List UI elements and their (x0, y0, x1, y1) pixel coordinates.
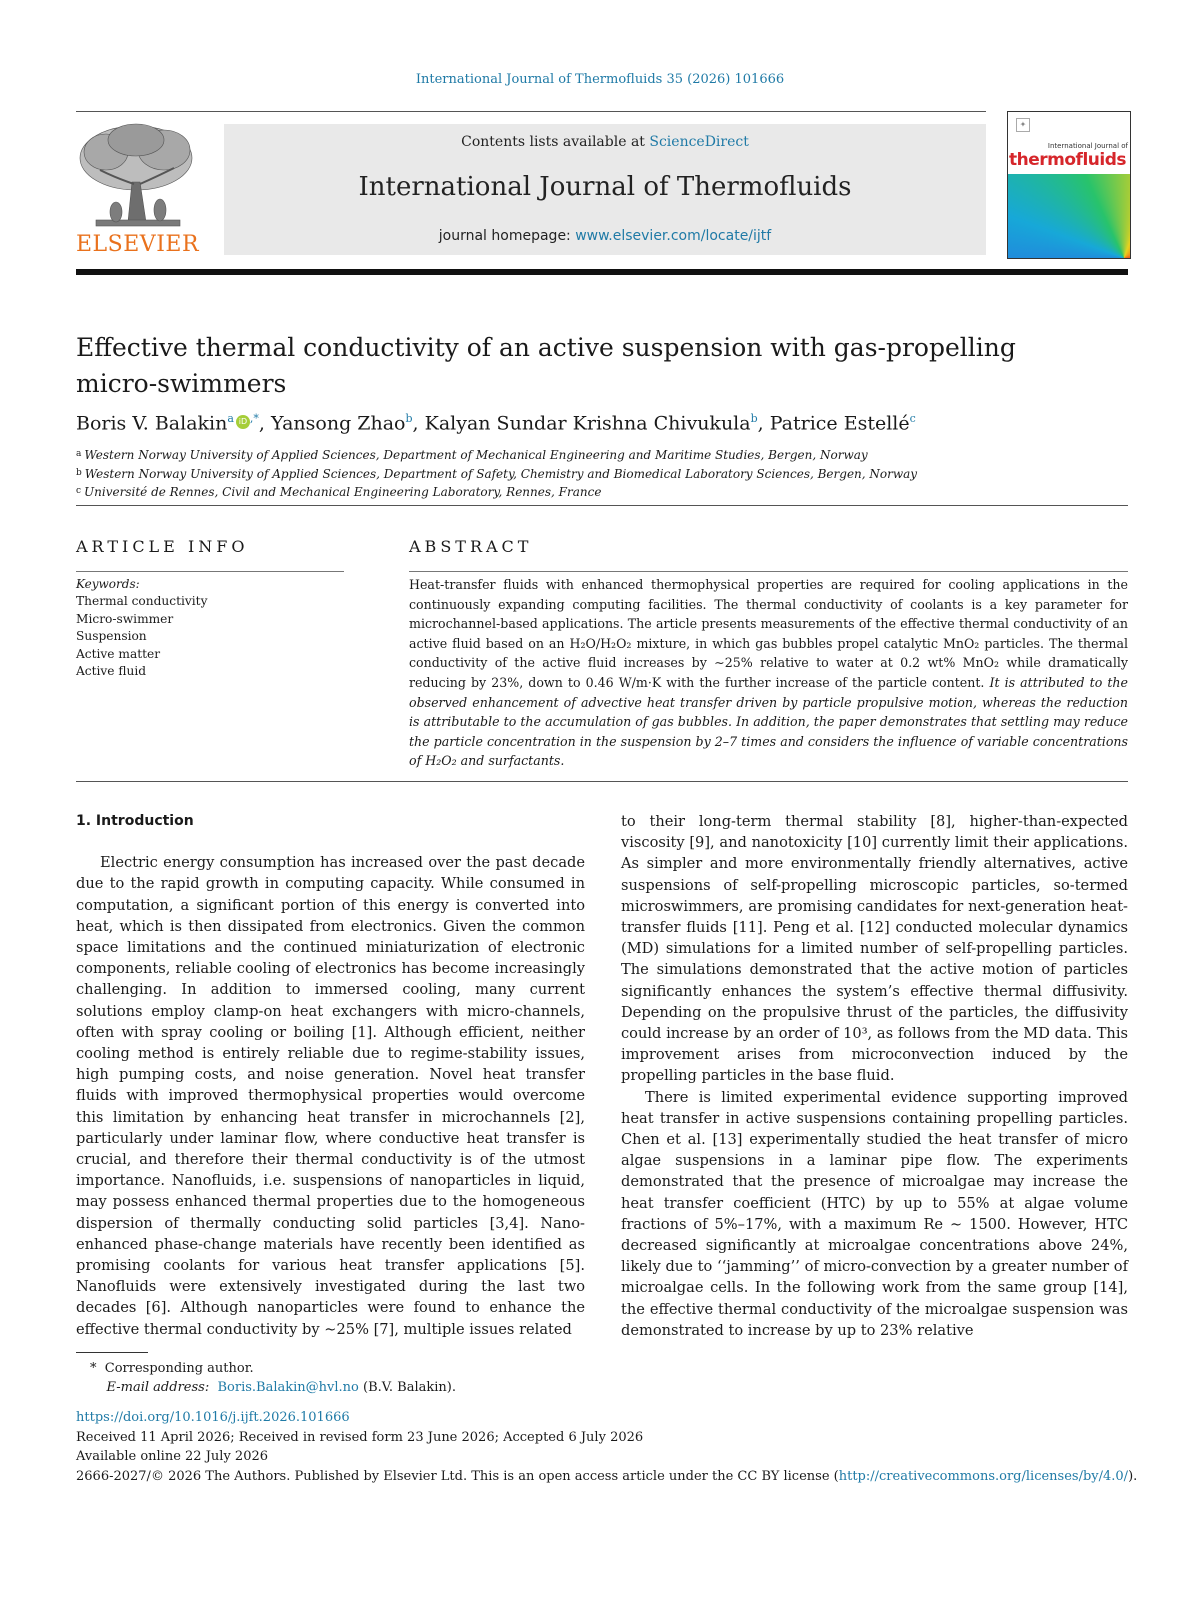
keyword-item[interactable]: Thermal conductivity (76, 594, 208, 608)
divider (76, 781, 1128, 782)
affiliation-item: $^a$ Western Norway University of Applied Sciences, Department of Mechanical Engineering and Maritime Studies, Bergen, Norway (76, 448, 868, 462)
tree-icon (76, 122, 198, 232)
email-note: E-mail address: Boris.Balakin@hvl.no (B.V. Balakin). (106, 1380, 456, 1395)
abstract-heading: ABSTRACT (409, 537, 533, 556)
body-paragraph: to their long-term thermal stability [8], higher-than-expected viscosity [9], and nanotoxicity [10] currently limit their applications. As simpler and more environmentally friendly alternatives, active suspensions of self-propelling microscopic particles, so-termed microswimmers, are promising candidates for next-generation heat-transfer fluids [11]. Peng et al. [12] conducted molecular dynamics (MD) simulations for a limited number of self-propelling particles. The simulations demonstrated that the active motion of particles significantly enhances the system’s effective thermal diffusivity. Depending on the propulsive thrust of the particles, the diffusivity could increase by an order of 10³, as follows from the MD data. This improvement arises from microconvection induced by the propelling particles in the base fluid. (621, 813, 1128, 1085)
keywords-label: Keywords: (76, 577, 140, 591)
keyword-item[interactable]: Active fluid (76, 664, 147, 678)
corresponding-author-note: * Corresponding author. (90, 1361, 254, 1376)
divider (76, 505, 1128, 506)
homepage-prefix: journal homepage: (438, 228, 576, 244)
affiliations (76, 446, 1126, 502)
footnote-rule (76, 1352, 148, 1353)
affiliation-mark[interactable]: b (405, 412, 413, 425)
cover-kicker: International Journal of (1047, 142, 1128, 150)
homepage-line (224, 228, 986, 244)
journal-cover[interactable] (1007, 111, 1131, 259)
cover-art (1008, 174, 1130, 258)
contents-prefix: Contents lists available at (461, 134, 650, 150)
abstract-text: Heat-transfer fluids with enhanced thermophysical properties are required for cooling applications in the continuously expanding computing facilities. The thermal conductivity of coolants is a key parameter for microchannel-based applications. The article presents measurements of the effective thermal conductivity of an active fluid based on an H₂O/H₂O₂ mixture, in which gas bubbles propel catalytic MnO₂ particles. The thermal conductivity of the active fluid increases by ∼25% relative to water at 0.2 wt% MnO₂ while dramatically reducing by 23%, down to 0.46 W/m·K with the further increase of the particle content. It is attributed to the observed enhancement of advective heat transfer driven by particle propulsive motion, whereas the reduction is attributable to the accumulation of gas bubbles. In addition, the paper demonstrates that settling may reduce the particle concentration in the suspension by 2–7 times and considers the influence of variable concentrations of H₂O₂ and surfactants. (409, 577, 1128, 769)
contents-line (224, 134, 986, 150)
license-link[interactable]: http://creativecommons.org/licenses/by/4.0/ (838, 1468, 1129, 1484)
author-list: Boris V. Balakin$^a$ iD ,*, Yansong Zhao$^b$, Kalyan Sundar Krishna Chivukula$^b$, Patrice Estellé$^c$ (76, 412, 916, 435)
body-paragraph: There is limited experimental evidence supporting improved heat transfer in active suspensions containing propelling particles. Chen et al. [13] experimentally studied the heat transfer of micro algae suspensions in a laminar pipe flow. The experiments demonstrated that the presence of microalgae may increase the heat transfer coefficient (HTC) by up to 55% at algae volume fractions of 5%–17%, with a maximum Re ∼ 1500. However, HTC decreased significantly at microalgae concentrations above 24%, likely due to ‘‘jamming’’ of micro-convection by a greater number of microalgae cells. In the following work from the same group [14], the effective thermal conductivity of the microalgae suspension was demonstrated to increase by up to 23% relative (621, 1088, 1128, 1339)
body-column-left (76, 811, 585, 1340)
affiliation-item: $^b$ Western Norway University of Applied Sciences, Department of Safety, Chemistry and Biomedical Laboratory Sciences, Bergen, Norway (76, 466, 918, 481)
article-info-heading: ARTICLE INFO (76, 537, 249, 556)
author-name[interactable]: Kalyan Sundar Krishna Chivukula (424, 412, 751, 435)
keyword-item[interactable]: Micro-swimmer (76, 611, 174, 626)
article-title-line-1: Effective thermal conductivity of an active suspension with gas-propelling (76, 333, 1016, 362)
keyword-item[interactable]: Suspension (76, 629, 147, 643)
top-rule (76, 111, 986, 112)
cover-publisher-icon: ✦ (1016, 118, 1030, 132)
affiliation-mark[interactable]: c (909, 412, 916, 425)
chemical-formula: H₂O₂ (425, 753, 457, 769)
available-online: Available online 22 July 2026 (76, 1449, 269, 1464)
email-label: E-mail address: (106, 1380, 210, 1395)
body-column-right (621, 811, 1128, 1341)
chemical-formula: MnO₂ (942, 635, 980, 651)
header-thick-rule (76, 269, 1128, 275)
received-dates: Received 11 April 2026; Received in revised form 23 June 2026; Accepted 6 July 2026 (76, 1429, 644, 1445)
corresponding-mark[interactable]: ,* (249, 412, 259, 425)
divider (409, 571, 1128, 572)
publication-info (76, 1408, 1136, 1486)
chemical-formula: MnO₂ (962, 655, 1000, 671)
affiliation-item: $^c$ Université de Rennes, Civil and Mechanical Engineering Laboratory, Rennes, France (76, 485, 602, 499)
publisher-name: ELSEVIER (76, 232, 200, 257)
article-title (76, 330, 1076, 402)
cover-header (1008, 112, 1130, 170)
author-name[interactable]: Yansong Zhao (271, 412, 406, 435)
body-paragraph: Electric energy consumption has increased over the past decade due to the rapid growth in computing capacity. While consumed in computation, a significant portion of this energy is converted into heat, which is then dissipated from electronics. Given the common space limitations and the continued miniaturization of electronic components, reliable cooling of electronics has become increasingly challenging. In addition to immersed cooling, many current solutions employ clamp-on heat exchangers with micro-channels, often with spray cooling or boiling [1]. Although efficient, neither cooling method is entirely reliable due to regime-stability issues, high pumping costs, and noise generation. Novel heat transfer fluids with improved thermophysical properties would overcome this limitation by enhancing heat transfer in microchannels [2], particularly under laminar flow, where conductive heat transfer is crucial, and therefore their thermal conductivity is of the utmost importance. Nanofluids, i.e. suspensions of nanoparticles in liquid, may possess enhanced thermal properties due to the homogeneous dispersion of thermally conducting solid particles [3,4]. Nano-enhanced phase-change materials have recently been identified as promising coolants for various heat transfer applications [5]. Nanofluids were extensively investigated during the last two decades [6]. Although nanoparticles were found to enhance the effective thermal conductivity by ∼25% [7], multiple issues related (76, 854, 585, 1338)
journal-homepage-link[interactable]: www.elsevier.com/locate/ijtf (575, 228, 772, 244)
author-name[interactable]: Patrice Estellé (769, 412, 910, 435)
keywords-list (76, 593, 336, 681)
affiliation-mark[interactable]: a (227, 412, 234, 425)
keyword-item[interactable]: Active matter (76, 646, 161, 661)
license-line: 2666-2027/© 2026 The Authors. Published by Elsevier Ltd. This is an open access article under the CC BY license (http://creativecommons.org/licenses/by/4.0/). (76, 1468, 1138, 1484)
sciencedirect-link[interactable]: ScienceDirect (649, 134, 749, 150)
journal-banner (224, 124, 986, 255)
divider (76, 571, 344, 572)
section-heading: 1. Introduction (76, 813, 194, 829)
email-link[interactable]: Boris.Balakin@hvl.no (217, 1380, 359, 1395)
journal-title: International Journal of Thermofluids (358, 172, 852, 202)
article-title-line-2: micro-swimmers (76, 369, 287, 398)
orcid-icon[interactable]: iD (236, 415, 250, 429)
running-head[interactable]: International Journal of Thermofluids 35 (2026) 101666 (415, 72, 785, 87)
doi-link[interactable]: https://doi.org/10.1016/j.ijft.2026.101666 (76, 1410, 350, 1425)
author-name[interactable]: Boris V. Balakin (76, 412, 228, 435)
chemical-formula: H₂O/H₂O₂ (569, 635, 632, 651)
cover-wordmark: thermofluids (1009, 150, 1126, 170)
footnote (90, 1359, 890, 1397)
affiliation-mark[interactable]: b (750, 412, 758, 425)
